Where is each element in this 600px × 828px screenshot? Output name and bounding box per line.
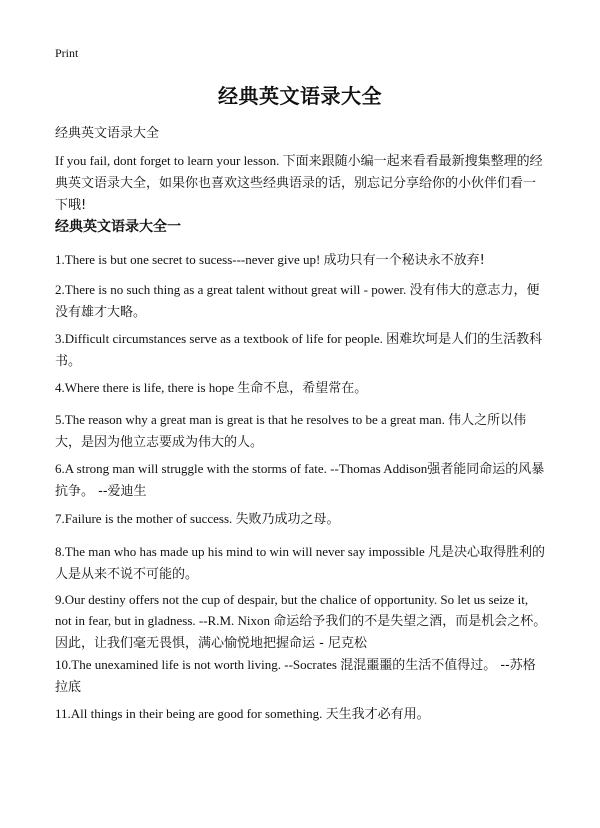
quote-chinese: 命运给予我们的不是失望之酒，而是机会之杯。因此，让我们毫无畏惧，满心愉悦地把握命运 - 尼克松	[55, 614, 547, 651]
quote-item	[55, 703, 547, 725]
quote-item	[55, 409, 547, 453]
quote-chinese: 强者能同命运的风暴抗争。 --爱迪生	[55, 462, 545, 499]
intro-english: If you fail, dont forget to learn your lesson.	[55, 153, 283, 168]
document-title: 经典英文语录大全	[218, 84, 382, 108]
quote-item	[55, 328, 547, 372]
quote-chinese: 天生我才必有用。	[325, 707, 430, 722]
quote-item	[55, 377, 547, 399]
quote-item	[55, 589, 547, 654]
quote-chinese: 凡是决心取得胜利的人是从来不说不可能的。	[55, 545, 545, 582]
quote-chinese: 伟人之所以伟大，是因为他立志要成为伟大的人。	[55, 413, 527, 450]
quote-chinese: 成功只有一个秘诀永不放弃!	[323, 253, 485, 268]
quote-item	[55, 654, 547, 698]
quote-chinese: 失败乃成功之母。	[235, 512, 340, 527]
quote-english: 6.A strong man will struggle with the storms of fate. --Thomas Addison	[55, 461, 428, 476]
quote-english: 10.The unexamined life is not worth living. --Socrates	[55, 657, 341, 672]
quote-item	[55, 508, 547, 530]
quote-item	[55, 541, 547, 585]
subtitle-text: 经典英文语录大全	[55, 126, 160, 141]
quote-english: 7.Failure is the mother of success.	[55, 511, 236, 526]
quote-item	[55, 249, 547, 271]
quote-chinese: 没有伟大的意志力，便没有雄才大略。	[55, 283, 540, 320]
quote-english: 3.Difficult circumstances serve as a textbook of life for people.	[55, 331, 387, 346]
quote-english: 5.The reason why a great man is great is that he resolves to be a great man.	[55, 412, 449, 427]
quote-english: 11.All things in their being are good for something.	[55, 706, 326, 721]
quote-english: 8.The man who has made up his mind to win will never say impossible	[55, 544, 428, 559]
section-heading: 经典英文语录大全一	[55, 219, 181, 235]
quote-item	[55, 458, 547, 502]
quote-english: 9.Our destiny offers not the cup of despair, but the chalice of opportunity. So let us seize it, not in fear, but in gladness. --R.M. Nixon	[55, 592, 529, 628]
quote-chinese: 生命不息，希望常在。	[237, 381, 368, 396]
quote-english: 1.There is but one secret to sucess---never give up!	[55, 252, 324, 267]
quote-item	[55, 279, 547, 323]
intro-chinese: 下面来跟随小编一起来看看最新搜集整理的经典英文语录大全，如果你也喜欢这些经典语录的话，别忘记分享给你的小伙伴们看一下哦!	[55, 154, 543, 213]
quote-chinese: 困难坎坷是人们的生活教科书。	[55, 332, 543, 369]
quote-chinese: 混混噩噩的生活不值得过。 --苏格拉底	[55, 658, 536, 695]
document-subtitle	[55, 122, 547, 144]
quote-english: 4.Where there is life, there is hope	[55, 380, 238, 395]
quote-english: 2.There is no such thing as a great talent without great will - power.	[55, 282, 410, 297]
print-label: Print	[55, 46, 79, 60]
intro-paragraph	[55, 150, 547, 216]
